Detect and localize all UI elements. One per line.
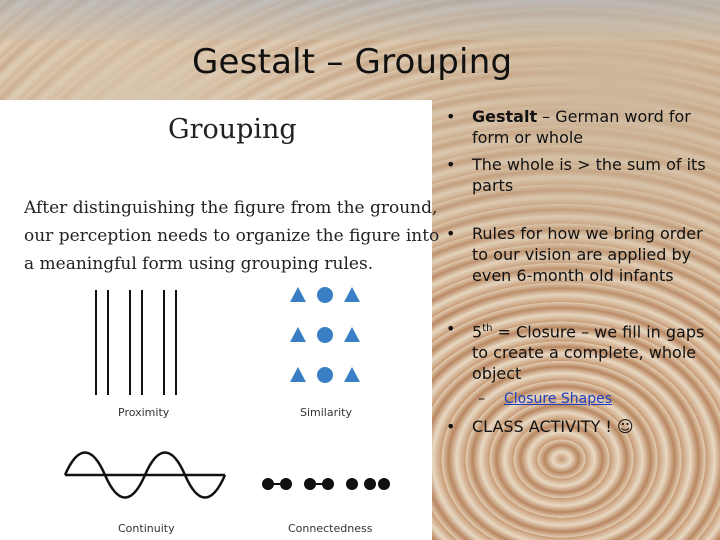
grouping-figure-panel <box>0 100 440 540</box>
bullet-closure <box>440 318 718 384</box>
circle-shape <box>317 367 333 383</box>
connectedness-dot <box>378 478 390 490</box>
triangle-shape <box>290 327 306 342</box>
caption-continuity: Continuity <box>118 522 175 535</box>
triangle-shape <box>344 327 360 342</box>
sky-band <box>0 0 720 40</box>
bullet-text: CLASS ACTIVITY ! ☺ <box>472 417 634 437</box>
connectedness-illustration <box>258 472 394 496</box>
triangle-shape <box>344 287 360 302</box>
similarity-illustration <box>285 285 365 385</box>
figure-text <box>24 194 440 278</box>
bullet-text: Rules for how we bring order to our vision are applied by even 6-month old infants <box>472 224 703 285</box>
caption-proximity: Proximity <box>118 406 170 419</box>
sub-bullet-closure-shapes <box>440 389 718 410</box>
bullet-gestalt <box>440 106 718 148</box>
connectedness-dot <box>346 478 358 490</box>
figure-text-line: our perception needs to organize the figure into <box>24 226 440 246</box>
ordinal-suffix: th <box>482 323 493 334</box>
slide-title: Gestalt – Grouping <box>192 42 513 82</box>
bullet-whole <box>440 154 718 196</box>
closure-shapes-link[interactable]: Closure Shapes <box>504 391 613 408</box>
bullet-rules <box>440 223 718 286</box>
bullet-text: = Closure – we fill in gaps to create a complete, whole object <box>472 322 705 384</box>
caption-similarity: Similarity <box>300 406 353 419</box>
connectedness-dot <box>364 478 376 490</box>
bullet-text: The whole is > the sum of its parts <box>472 155 706 195</box>
figure-text-line: a meaningful form using grouping rules. <box>24 254 374 274</box>
bullet-text: 5 <box>472 322 483 342</box>
caption-connectedness: Connectedness <box>288 522 373 535</box>
continuity-illustration <box>60 450 230 500</box>
circle-shape <box>317 327 333 343</box>
triangle-shape <box>290 287 306 302</box>
figure-text-line: After distinguishing the figure from the ground, <box>24 198 438 218</box>
bullet-text: – German word for form or whole <box>472 107 691 147</box>
bullet-class-activity <box>440 416 718 437</box>
proximity-illustration <box>90 285 190 400</box>
triangle-shape <box>290 367 306 382</box>
bullet-list <box>440 106 718 437</box>
circle-shape <box>317 287 333 303</box>
triangle-shape <box>344 367 360 382</box>
bullet-bold-term: Gestalt <box>472 107 538 126</box>
figure-heading: Grouping <box>168 114 297 145</box>
